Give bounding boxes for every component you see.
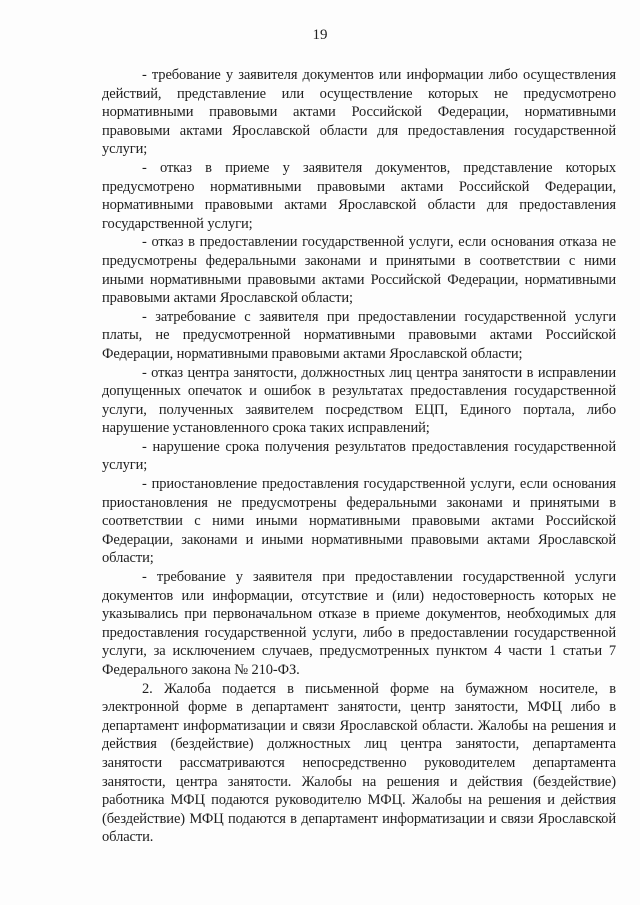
page-number: 19 — [312, 27, 328, 43]
document-body — [102, 66, 616, 847]
paragraph-missing-documents: - требование у заявителя при предоставлении государственной услуги документов или информации, отсутствие и (или) недостоверность которых не указывались при первоначальном отказе в приеме документов, необходимых для предоставления государственной услуги, либо в предоставлении государственной услуги, за исключением случаев, предусмотренных пунктом 4 части 1 статьи 7 Федерального закона № 210-ФЗ. — [102, 569, 616, 678]
paragraph-requirement-documents: - требование у заявителя документов или информации либо осуществления действий, представление или осуществление которых не предусмотрено нормативными правовыми актами Российской Федерации, нормативными правовыми актами Ярославской области для предоставления государственной услуги; — [102, 67, 616, 158]
paragraph-refusal-service: - отказ в предоставлении государственной услуги, если основания отказа не предусмотрены федеральными законами и принятыми в соответствии с ними иными нормативными правовыми актами Российской Федерации, нормативными правовыми актами Ярославской области; — [102, 234, 616, 307]
paragraph-refusal-corrections: - отказ центра занятости, должностных лиц центра занятости в исправлении допущенных опечаток и ошибок в результатах предоставления государственной услуги, полученных заявителем посредством ЕЦП, Единого портала, либо нарушение установленного срока таких исправлений; — [102, 364, 616, 437]
paragraph-fee-demand: - затребование с заявителя при предоставлении государственной услуги платы, не предусмотренной нормативными правовыми актами Российской Федерации, нормативными правовыми актами Ярославской области; — [102, 308, 616, 362]
paragraph-deadline-violation: - нарушение срока получения результатов предоставления государственной услуги; — [102, 438, 616, 474]
paragraph-complaint-submission: 2. Жалоба подается в письменной форме на бумажном носителе, в электронной форме в департамент занятости, центр занятости, МФЦ либо в департамент информатизации и связи Ярославской области. Жалобы на решения и действия (бездействие) должностных лиц центра занятости, департамента занятости рассматриваются непосредственно руководителем департамента занятости, центра занятости. Жалобы на решения и действия (бездействие) работника МФЦ подаются руководителю МФЦ. Жалобы на решения и действия (бездействие) МФЦ подаются в департамент информатизации и связи Ярославской области. — [102, 680, 616, 846]
paragraph-suspension: - приостановление предоставления государственной услуги, если основания приостановления не предусмотрены федеральными законами и принятыми в соответствии с ними иными нормативными правовыми актами Российской Федерации, законами и иными нормативными правовыми актами Ярославской области; — [102, 476, 616, 567]
paragraph-refusal-acceptance: - отказ в приеме у заявителя документов, представление которых предусмотрено нормативными правовыми актами Российской Федерации, нормативными правовыми актами Ярославской области для предоставления государственной услуги; — [102, 159, 616, 232]
